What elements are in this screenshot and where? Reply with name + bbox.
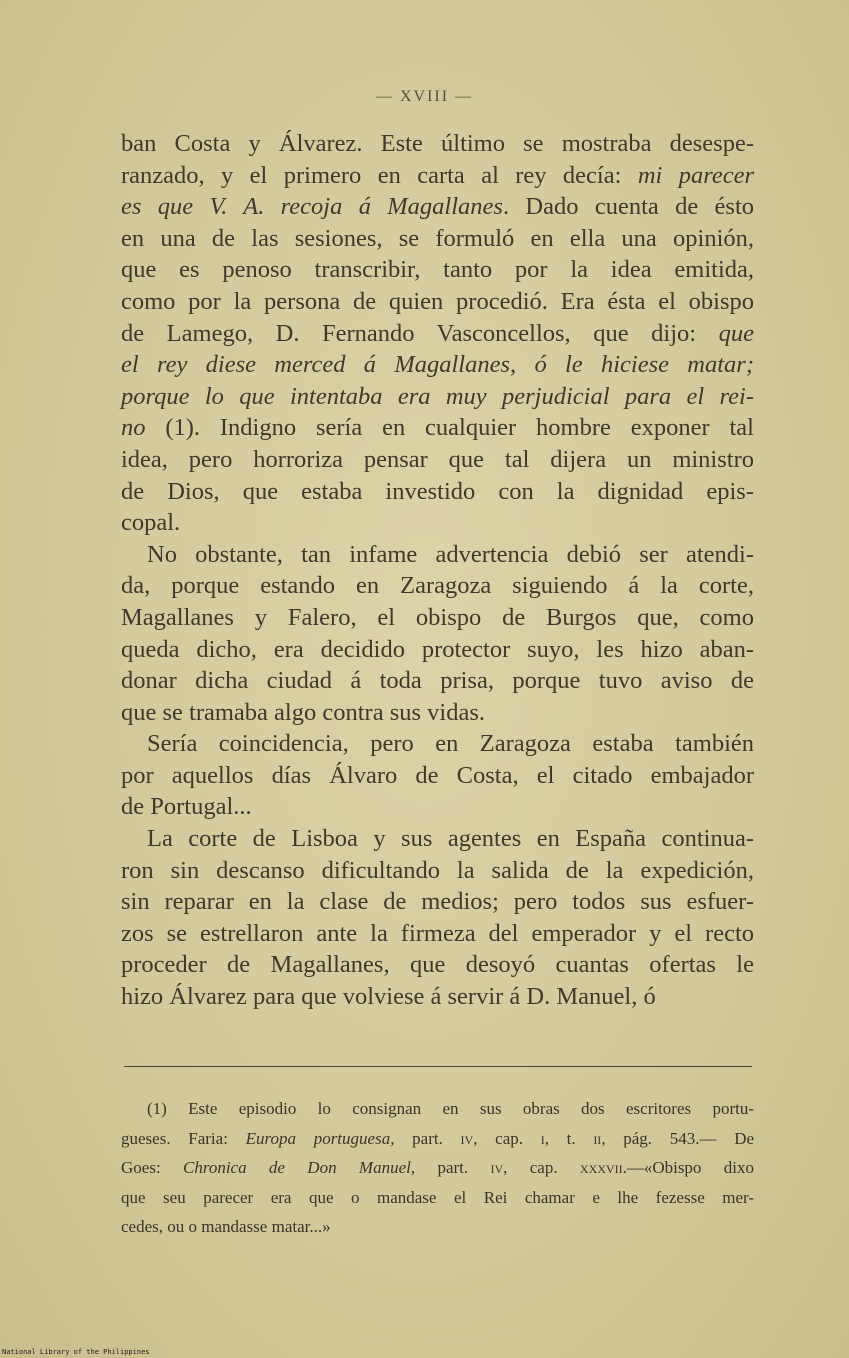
text-line [121,823,754,855]
text-line [121,1153,754,1183]
text-run: . Dado cuenta de ésto [502,193,754,221]
italic-text: mi parecer [637,161,754,189]
text-line [121,191,754,223]
italic-text: porque lo que intentaba era muy perjudicial para el rei- [121,382,754,410]
text-run: i [540,1128,545,1148]
text-line [121,128,754,160]
text-line [121,476,754,508]
text-run: , pág. 543.— De [601,1128,755,1148]
text-line [121,254,754,286]
text-run: (1) Este episodio lo consignan en sus obras dos escritores portu- [147,1099,754,1118]
text-run: donar dicha ciudad á toda prisa, porque tuvo aviso de [121,667,754,695]
text-line [121,444,754,476]
paragraph [121,823,754,1013]
text-run: por aquellos días Álvaro de Costa, el citado embajador [121,761,754,789]
text-run: Magallanes y Falero, el obispo de Burgos que, como [121,603,754,631]
text-line [121,665,754,697]
text-run: ban Costa y Álvarez. Este último se mostraba desespe- [121,130,754,157]
text-run: que seu parecer era que o mandase el Rei chamar e lhe fezesse mer- [121,1187,754,1207]
text-run: como por la persona de quien procedió. Era ésta el obispo [121,287,754,315]
paragraph [121,539,754,729]
text-line [121,1124,754,1154]
text-line [121,1183,754,1213]
text-run: que es penoso transcribir, tanto por la idea emitida, [121,256,754,284]
text-line [121,223,754,255]
text-line [121,539,754,571]
text-line [121,1094,754,1124]
text-run: ii [593,1128,602,1148]
italic-text: Chronica de Don Manuel, [183,1158,416,1177]
text-run: Goes: [121,1158,183,1177]
text-run: .—«Obispo dixo [622,1158,754,1177]
text-line [121,286,754,318]
text-run: queda dicho, era decidido protector suyo, les hizo aban- [121,635,754,663]
text-line [121,349,754,381]
text-line [121,728,754,760]
text-line [121,949,754,981]
text-line [121,886,754,918]
text-line [121,697,754,729]
text-run: part. [394,1128,461,1148]
italic-text: es que V. A. recoja á Magallanes [121,193,503,221]
text-run: (1). Indigno sería en cualquier hombre exponer tal [145,414,754,442]
text-run: da, porque estando en Zaragoza siguiendo á la corte, [121,572,754,600]
text-run: gueses. Faria: [121,1128,246,1148]
text-run: proceder de Magallanes, que desoyó cuantas ofertas le [121,951,754,979]
text-run: que se tramaba algo contra sus vidas. [121,698,485,726]
text-line [121,570,754,602]
paragraph [121,128,754,539]
italic-text: Europa portuguesa, [245,1128,395,1148]
footnote [121,1094,754,1242]
text-run: hizo Álvarez para que volviese á servir á D. Manuel, ó [121,983,656,1011]
paragraph [121,728,754,823]
text-line [121,760,754,792]
text-run: part. [415,1158,491,1177]
text-run: cedes, ou o mandasse matar...» [121,1217,331,1236]
text-line [121,160,754,192]
text-run: ron sin descanso dificultando la salida de la expedición, [121,856,754,884]
text-run: de Dios, que estaba investido con la dignidad epis- [121,477,754,505]
text-run: sin reparar en la clase de medios; pero todos sus esfuer- [121,888,754,916]
text-line [121,918,754,950]
text-line [121,318,754,350]
text-line [121,507,754,539]
text-line [121,1212,754,1242]
italic-text: no [121,414,146,442]
text-run: , cap. [503,1158,580,1177]
body-text [121,128,754,1013]
text-run: iv [460,1128,474,1148]
text-run: idea, pero horroriza pensar que tal dijera un ministro [121,445,754,473]
text-line [121,412,754,444]
text-run: iv [490,1158,504,1177]
text-run: de Lamego, D. Fernando Vasconcellos, que dijo: [121,319,719,347]
text-run: , t. [544,1128,594,1148]
library-credit: National Library of the Philippines [2,1348,150,1356]
text-run: No obstante, tan infame advertencia debió ser atendi- [147,540,754,568]
text-run: , cap. [473,1128,541,1148]
text-run: en una de las sesiones, se formuló en ella una opinión, [121,224,754,252]
italic-text: que [718,319,754,347]
page-header: — XVIII — [375,88,474,105]
text-run: zos se estrellaron ante la firmeza del emperador y el recto [121,919,754,947]
text-run: Sería coincidencia, pero en Zaragoza estaba también [147,730,754,758]
text-run: de Portugal... [121,793,252,821]
text-line [121,791,754,823]
text-run: xxxvii [579,1158,623,1177]
text-run: La corte de Lisboa y sus agentes en España continua- [147,825,754,853]
text-line [121,381,754,413]
italic-text: el rey diese merced á Magallanes, ó le hiciese matar; [121,351,754,379]
text-run: copal. [121,509,181,537]
text-run: ranzado, y el primero en carta al rey decía: [121,161,638,189]
text-line [121,981,754,1013]
footnote-rule [124,1066,752,1067]
text-line [121,634,754,666]
text-line [121,602,754,634]
text-line [121,855,754,887]
